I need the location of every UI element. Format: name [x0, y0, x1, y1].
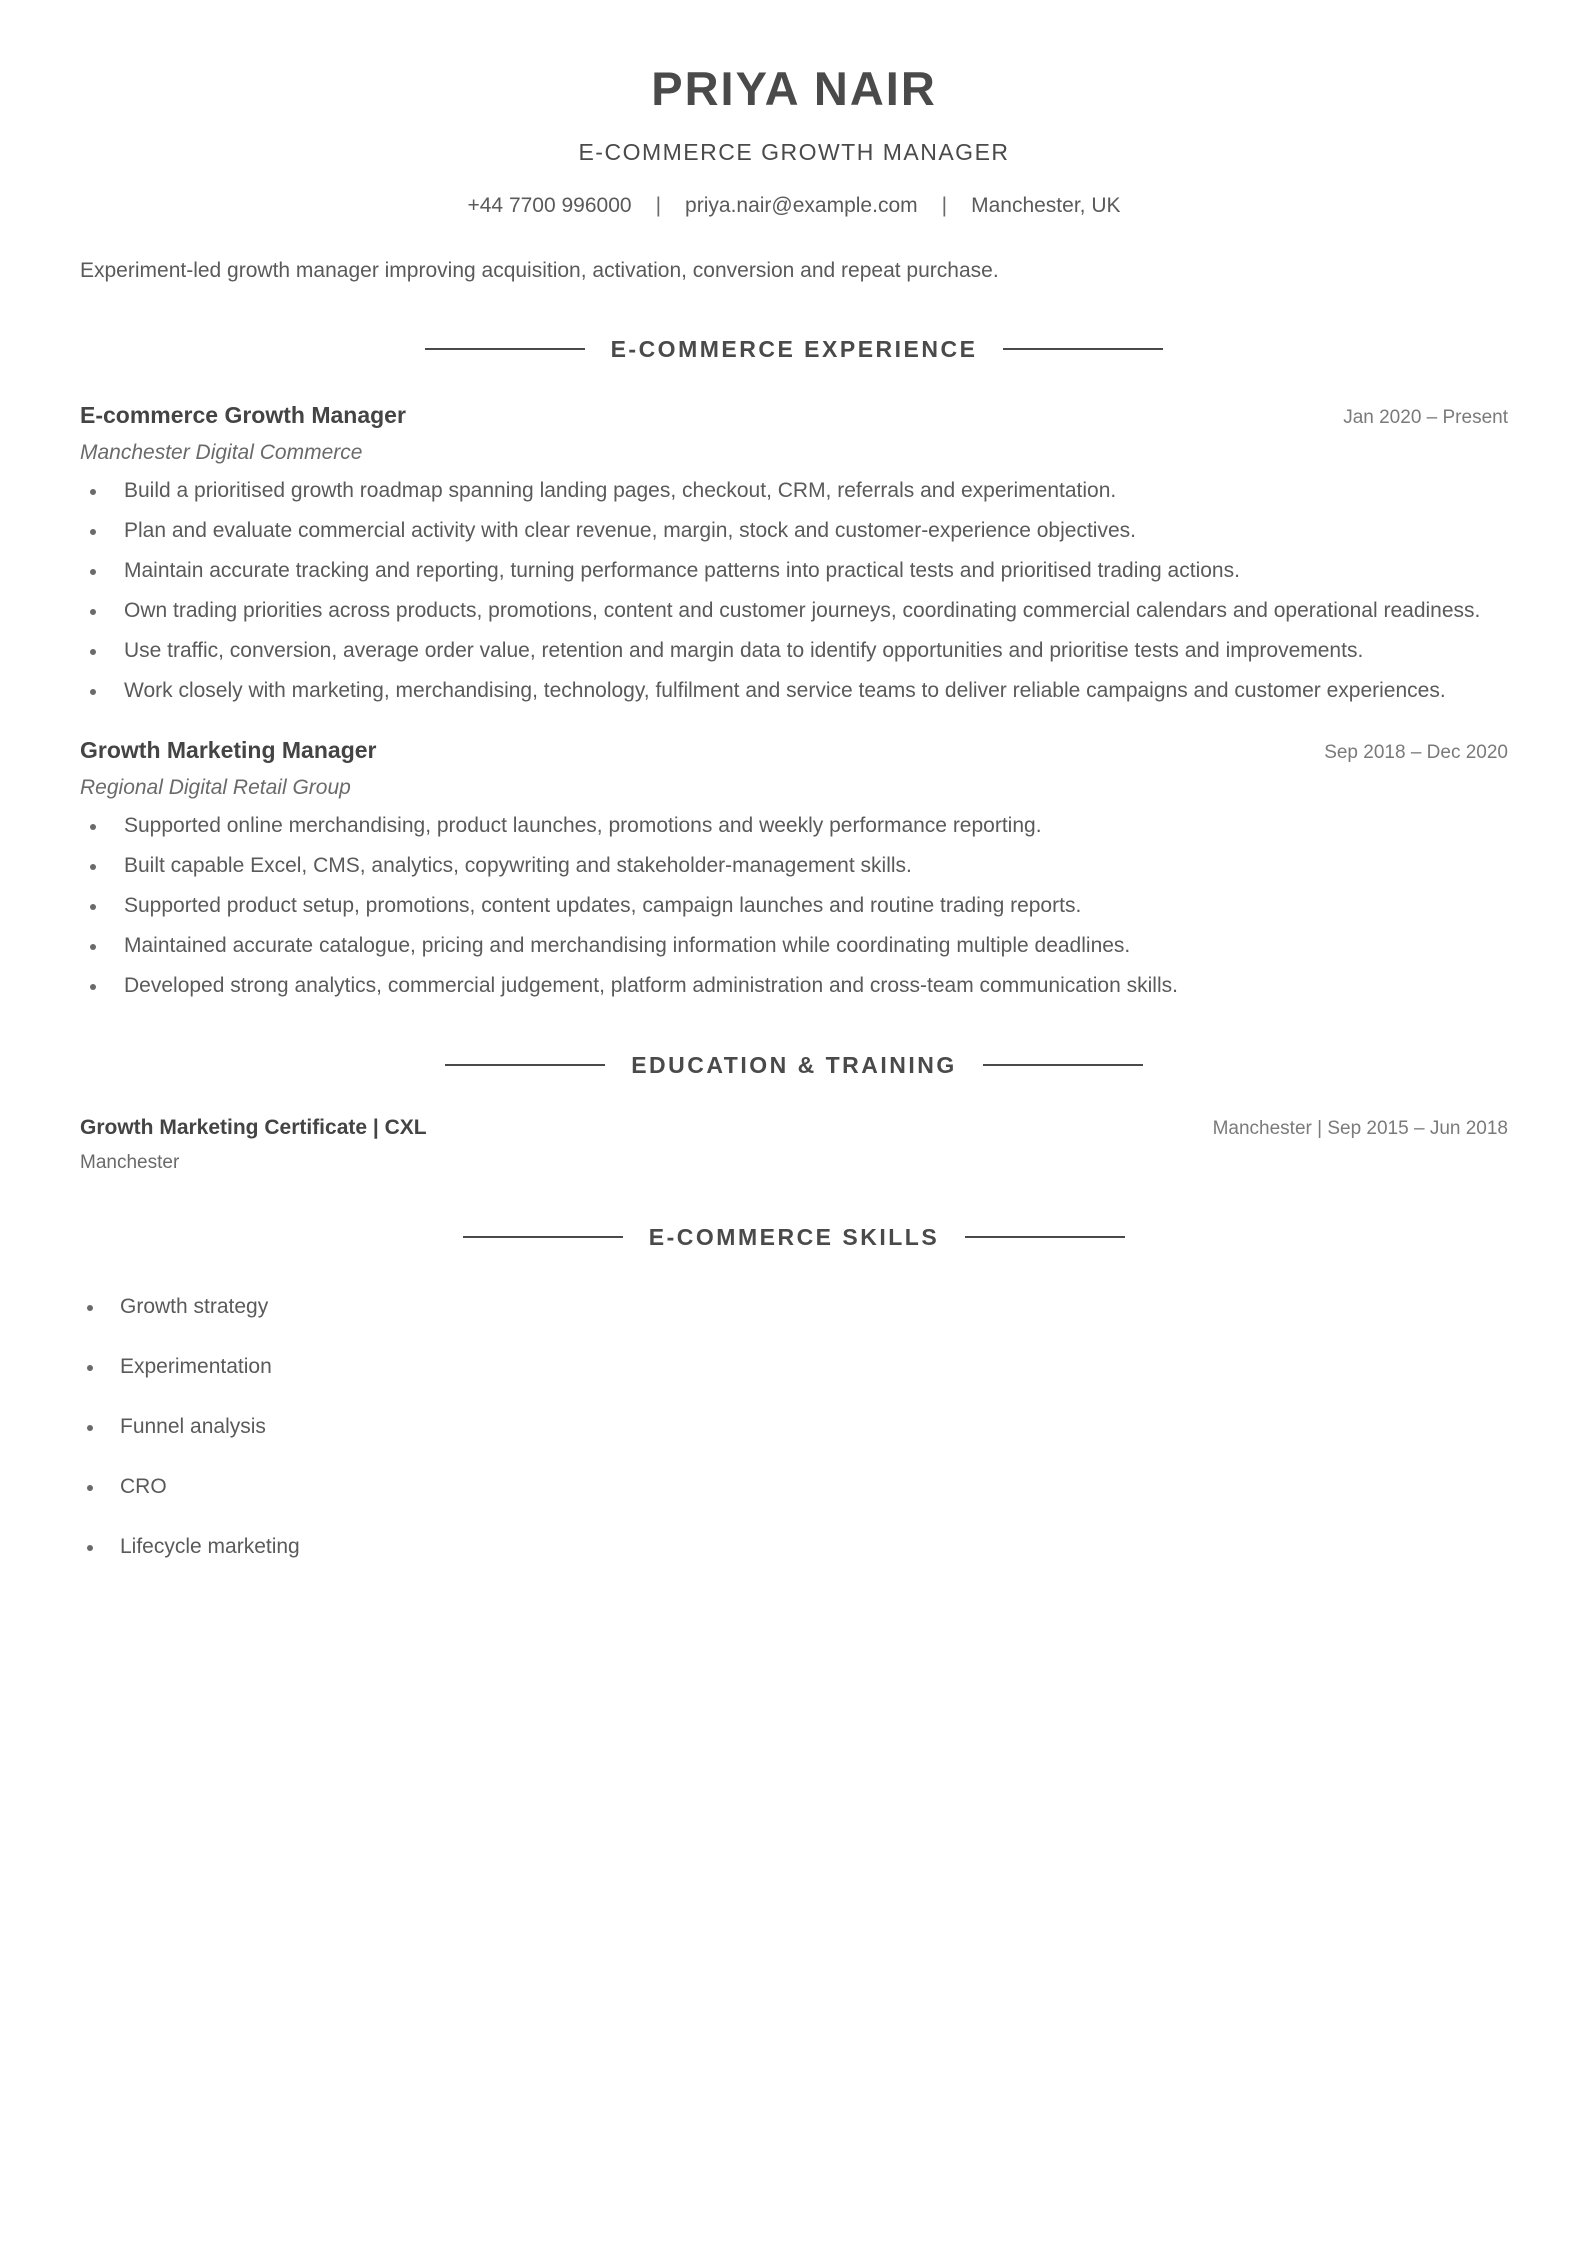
education-title: Growth Marketing Certificate | CXL: [80, 1116, 427, 1139]
skill-item: Experimentation: [80, 1352, 1508, 1382]
section-title: E-COMMERCE SKILLS: [648, 1223, 940, 1250]
job-bullet: Use traffic, conversion, average order value, retention and margin data to identify opportunities and prioritise tests and improvements.: [80, 635, 1508, 667]
skill-item: Lifecycle marketing: [80, 1532, 1508, 1562]
job-bullet: Build a prioritised growth roadmap spanning landing pages, checkout, CRM, referrals and experimentation.: [80, 475, 1508, 507]
education-meta: Manchester | Sep 2015 – Jun 2018: [1212, 1118, 1508, 1139]
contact-line: [80, 192, 1508, 220]
job-bullets: [80, 475, 1508, 707]
job-dates: Jan 2020 – Present: [1343, 407, 1508, 428]
job-bullet: Work closely with marketing, merchandising, technology, fulfilment and service teams to deliver reliable campaigns and customer experiences.: [80, 675, 1508, 707]
professional-summary: Experiment-led growth manager improving acquisition, activation, conversion and repeat purchase.: [80, 259, 999, 282]
job-bullet: Maintain accurate tracking and reporting, turning performance patterns into practical tests and prioritised trading actions.: [80, 555, 1508, 587]
job-bullet: Supported product setup, promotions, content updates, campaign launches and routine trading reports.: [80, 890, 1508, 922]
heading-rule-left: [463, 1236, 623, 1238]
job-company: Manchester Digital Commerce: [80, 441, 363, 464]
job-company: Regional Digital Retail Group: [80, 776, 351, 799]
contact-separator: |: [941, 194, 948, 217]
education-section-heading: [80, 1050, 1508, 1080]
job-bullet: Own trading priorities across products, promotions, content and customer journeys, coordinating commercial calendars and operational readiness.: [80, 595, 1508, 627]
experience-section-heading: [80, 334, 1508, 364]
job-title: E-commerce Growth Manager: [80, 402, 406, 428]
candidate-name: PRIYA NAIR: [651, 62, 937, 115]
job-title: Growth Marketing Manager: [80, 737, 377, 763]
contact-phone: +44 7700 996000: [467, 194, 632, 217]
skills-list: [80, 1292, 1508, 1562]
skill-item: Funnel analysis: [80, 1412, 1508, 1442]
candidate-title: E-COMMERCE GROWTH MANAGER: [578, 139, 1010, 165]
skill-item: CRO: [80, 1472, 1508, 1502]
resume-header: [80, 0, 1508, 220]
job-bullets: [80, 810, 1508, 1002]
contact-email: priya.nair@example.com: [685, 194, 918, 217]
heading-rule-left: [445, 1064, 605, 1066]
section-title: E-COMMERCE EXPERIENCE: [610, 335, 978, 362]
heading-rule-right: [983, 1064, 1143, 1066]
contact-location: Manchester, UK: [971, 194, 1121, 217]
contact-separator: |: [655, 194, 662, 217]
education-location: Manchester: [80, 1152, 180, 1173]
job-bullet: Plan and evaluate commercial activity with clear revenue, margin, stock and customer-experience objectives.: [80, 515, 1508, 547]
skill-item: Growth strategy: [80, 1292, 1508, 1322]
section-title: EDUCATION & TRAINING: [631, 1051, 957, 1078]
job-bullet: Developed strong analytics, commercial judgement, platform administration and cross-team communication skills.: [80, 970, 1508, 1002]
heading-rule-right: [1003, 348, 1163, 350]
job-bullet: Built capable Excel, CMS, analytics, copywriting and stakeholder-management skills.: [80, 850, 1508, 882]
job-entry: [80, 737, 1508, 1002]
job-dates: Sep 2018 – Dec 2020: [1324, 742, 1508, 763]
job-bullet: Maintained accurate catalogue, pricing and merchandising information while coordinating multiple deadlines.: [80, 930, 1508, 962]
job-entry: [80, 402, 1508, 707]
job-bullet: Supported online merchandising, product launches, promotions and weekly performance reporting.: [80, 810, 1508, 842]
heading-rule-left: [425, 348, 585, 350]
skills-section-heading: [80, 1222, 1508, 1252]
heading-rule-right: [965, 1236, 1125, 1238]
education-entry: [80, 1116, 1508, 1174]
